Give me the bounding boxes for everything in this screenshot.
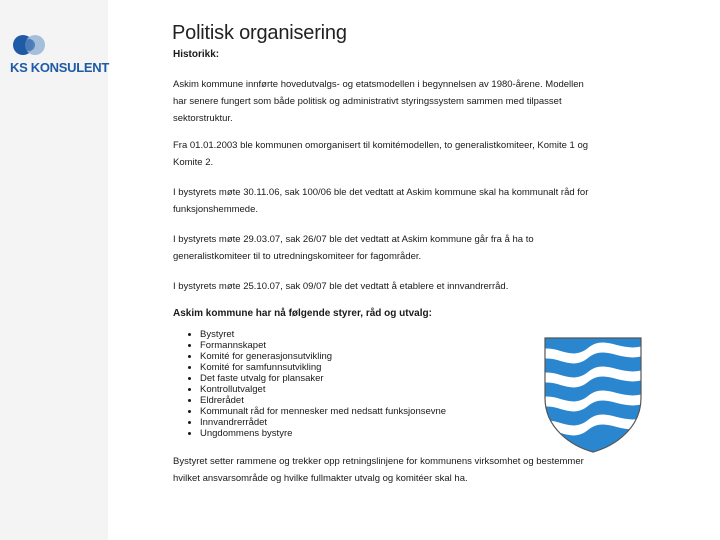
ks-konsulent-logo bbox=[10, 34, 109, 78]
history-paragraph: I bystyrets møte 25.10.07, sak 09/07 ble det vedtatt å etablere et innvandrerråd. bbox=[173, 281, 509, 292]
list-item: • Formannskapet bbox=[200, 340, 592, 351]
closing-paragraph: Bystyret setter rammene og trekker opp retningslinjene for kommunens virksomhet og bestemmer hvilket ansvarsområde og hvilke fullmakter utvalg og komitéer skal ha. bbox=[173, 456, 584, 484]
list-item: • Ungdommens bystyre bbox=[200, 428, 592, 439]
history-paragraph: Fra 01.01.2003 ble kommunen omorganisert til komitémodellen, to generalistkomiteer, Komite 1 og Komite 2. bbox=[173, 140, 589, 168]
content bbox=[172, 22, 592, 500]
list-item: • Det faste utvalg for plansaker bbox=[200, 373, 592, 384]
history-paragraph: I bystyrets møte 30.11.06, sak 100/06 ble det vedtatt at Askim kommune skal ha kommunalt råd for funksjonshemmede. bbox=[173, 187, 589, 215]
bodies-list bbox=[172, 329, 592, 439]
history-paragraph: Askim kommune innførte hovedutvalgs- og etatsmodellen i begynnelsen av 1980-årene. Modellen har senere fungert som både politisk og administrativt styringssystem sammen med tilpasset sektorstruktur. bbox=[173, 79, 584, 124]
bodies-heading: Askim kommune har nå følgende styrer, råd og utvalg: bbox=[173, 308, 432, 319]
askim-coat-of-arms-icon bbox=[543, 336, 643, 454]
list-item: • Kontrollutvalget bbox=[200, 384, 592, 395]
list-item: • Komité for generasjonsutvikling bbox=[200, 351, 592, 362]
history-paragraph: I bystyrets møte 29.03.07, sak 26/07 ble det vedtatt at Askim kommune går fra å ha to generalistkomiteer til to utredningskomiteer for fagområder. bbox=[173, 234, 534, 262]
page-title: Politisk organisering bbox=[172, 22, 347, 44]
logo-text: KS KONSULENT bbox=[10, 60, 109, 75]
list-item: • Komité for samfunnsutvikling bbox=[200, 362, 592, 373]
history-heading: Historikk: bbox=[173, 49, 220, 60]
list-item: • Innvandrerrådet bbox=[200, 417, 592, 428]
list-item: • Eldrerådet bbox=[200, 395, 592, 406]
list-item: • Kommunalt råd for mennesker med nedsatt funksjonsevne bbox=[200, 406, 592, 417]
list-item: • Bystyret bbox=[200, 329, 592, 340]
sidebar bbox=[0, 0, 108, 540]
logo-circles-icon bbox=[12, 34, 52, 56]
